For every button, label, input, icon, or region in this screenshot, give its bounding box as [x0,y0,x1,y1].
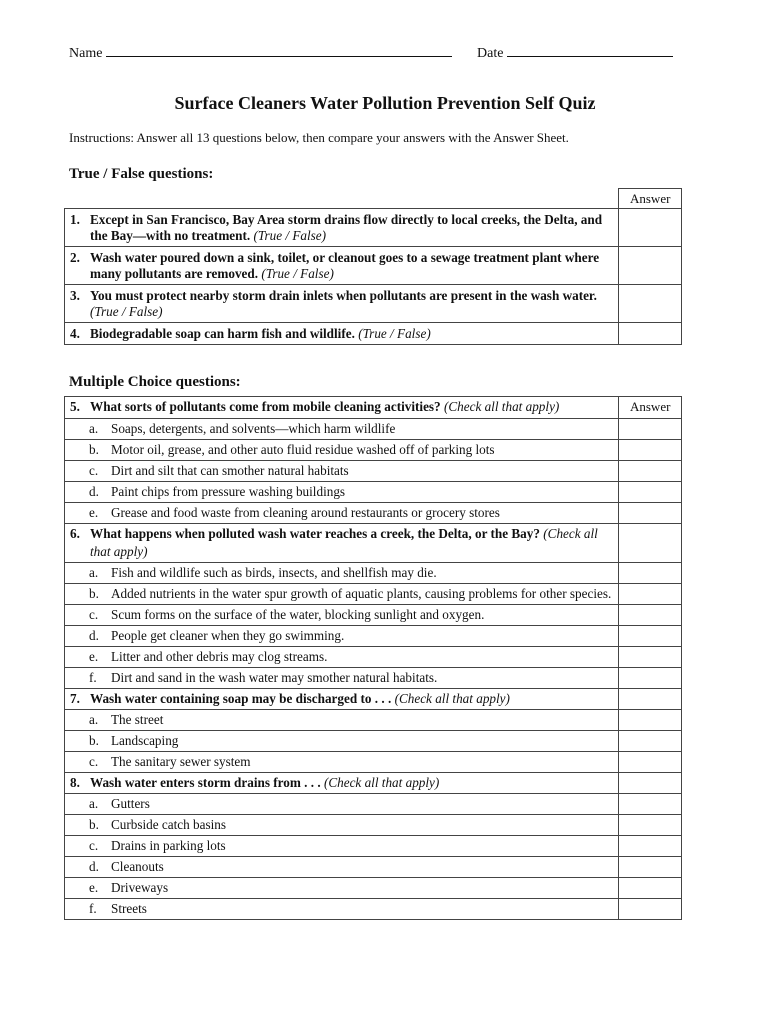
question-cell [65,285,619,323]
question-body [90,525,614,561]
answer-cell[interactable] [619,503,682,524]
option-row [65,836,682,857]
option [70,900,614,918]
option-text: Fish and wildlife such as birds, insects, and shellfish may die. [111,565,437,580]
option-letter: b. [89,817,99,832]
question-text: Wash water enters storm drains from . . . [90,775,321,790]
answer-cell[interactable] [619,323,682,345]
option [70,711,614,729]
option [70,879,614,897]
question-number: 1. [70,212,80,227]
question-body [90,398,614,416]
option-text: Streets [111,901,147,916]
question [70,250,614,282]
option [70,837,614,855]
option-cell [65,482,619,503]
option-letter: c. [89,838,99,853]
answer-column-header: Answer [619,189,682,209]
option [70,564,614,582]
option [70,732,614,750]
option [70,483,614,501]
option [70,795,614,813]
option-text: Paint chips from pressure washing buildings [111,484,346,499]
instructions: Instructions: Answer all 13 questions below, then compare your answers with the Answer Sheet. [69,130,569,145]
multiple-choice-table [64,396,682,920]
option-text: Dirt and sand in the wash water may smother natural habitats. [111,670,438,685]
question-text: Except in San Francisco, Bay Area storm drains flow directly to local creeks, the Delta, and the Bay—with no treatment. [90,212,603,243]
option-text: Litter and other debris may clog streams. [111,649,328,664]
question-text: What sorts of pollutants come from mobile cleaning activities? [90,399,441,414]
option-row [65,461,682,482]
option [70,441,614,459]
question-number: 6. [70,526,80,541]
name-field[interactable] [69,44,452,62]
option-row [65,482,682,503]
answer-column-header: Answer [619,397,682,419]
option-cell [65,626,619,647]
true-false-section-title: True / False questions: [69,166,214,182]
true-false-question-row [65,323,682,345]
answer-cell[interactable] [619,794,682,815]
answer-cell[interactable] [619,209,682,247]
option-text: Scum forms on the surface of the water, blocking sunlight and oxygen. [111,607,485,622]
option-letter: b. [89,733,99,748]
true-false-table [64,188,682,345]
name-label: Name [69,46,103,61]
option-text: Motor oil, grease, and other auto fluid residue washed off of parking lots [111,442,495,457]
answer-cell[interactable] [619,710,682,731]
option-row [65,710,682,731]
true-false-hint: (True / False) [358,326,431,341]
question-body [90,326,614,342]
multiple-choice-question-row [65,689,682,710]
date-blank-line[interactable] [507,44,673,57]
check-all-hint: (Check all that apply) [443,399,560,414]
option-cell [65,752,619,773]
answer-cell[interactable] [619,668,682,689]
question [70,398,614,416]
question-cell [65,689,619,710]
answer-cell[interactable] [619,836,682,857]
true-false-hint: (True / False) [90,304,163,319]
option-cell [65,815,619,836]
question-number: 5. [70,399,80,414]
option-cell [65,710,619,731]
option-text: Cleanouts [111,859,164,874]
option [70,669,614,687]
option-text: Drains in parking lots [111,838,226,853]
answer-cell[interactable] [619,285,682,323]
true-false-hint: (True / False) [253,228,327,243]
option-letter: d. [89,859,99,874]
question-cell [65,524,619,563]
option-cell [65,503,619,524]
answer-cell[interactable] [619,647,682,668]
answer-cell[interactable] [619,626,682,647]
option-text: Added nutrients in the water spur growth of aquatic plants, causing problems for other species. [111,586,612,601]
multiple-choice-question-row [65,397,682,419]
option-cell [65,419,619,440]
question-body [90,774,614,792]
option-row [65,563,682,584]
header-blank-cell [65,189,619,209]
question [70,288,614,320]
answer-cell[interactable] [619,440,682,461]
question-body [90,250,614,282]
option-cell [65,857,619,878]
option [70,606,614,624]
option-row [65,419,682,440]
option [70,648,614,666]
option-letter: f. [89,670,97,685]
option-letter: c. [89,754,99,769]
option-cell [65,584,619,605]
option-cell [65,878,619,899]
answer-cell[interactable] [619,857,682,878]
multiple-choice-question-row [65,524,682,563]
option [70,753,614,771]
answer-cell[interactable] [619,461,682,482]
option-letter: a. [89,565,99,580]
option-row [65,584,682,605]
answer-cell[interactable] [619,815,682,836]
question-number: 8. [70,775,80,790]
option-text: Dirt and silt that can smother natural habitats [111,463,349,478]
page-title: Surface Cleaners Water Pollution Prevention Self Quiz [174,93,596,113]
answer-cell[interactable] [619,563,682,584]
option-cell [65,836,619,857]
answer-cell[interactable] [619,419,682,440]
option [70,462,614,480]
option-row [65,440,682,461]
option-letter: d. [89,628,99,643]
answer-cell[interactable] [619,247,682,285]
answer-cell[interactable] [619,482,682,503]
option-letter: c. [89,607,99,622]
option-letter: e. [89,649,99,664]
option-row [65,647,682,668]
question-number: 7. [70,691,80,706]
date-field[interactable] [477,44,673,62]
option-letter: a. [89,796,99,811]
check-all-hint: (Check all that apply) [394,691,510,706]
question-cell [65,247,619,285]
question-text: Wash water poured down a sink, toilet, or cleanout goes to a sewage treatment plant where many pollutants are removed. [90,250,600,281]
question-number: 3. [70,288,80,303]
answer-cell [619,689,682,710]
option-text: Gutters [111,796,150,811]
option-row [65,503,682,524]
answer-cell[interactable] [619,731,682,752]
true-false-question-row [65,285,682,323]
question-text: Biodegradable soap can harm fish and wildlife. [90,326,355,341]
question [70,774,614,792]
question-cell [65,323,619,345]
option-text: People get cleaner when they go swimming. [111,628,345,643]
option-cell [65,563,619,584]
question [70,525,614,561]
answer-cell [619,773,682,794]
option-letter: a. [89,712,99,727]
option-row [65,878,682,899]
question-body [90,690,614,708]
true-false-hint: (True / False) [261,266,334,281]
question [70,326,614,342]
question [70,212,614,244]
true-false-question-row [65,209,682,247]
question-number: 4. [70,326,80,341]
answer-cell[interactable] [619,605,682,626]
option-row [65,731,682,752]
answer-cell [619,524,682,563]
option-letter: c. [89,463,99,478]
option-row [65,794,682,815]
option [70,504,614,522]
option-cell [65,899,619,920]
option [70,585,614,603]
question-number: 2. [70,250,80,265]
option-row [65,605,682,626]
option-cell [65,731,619,752]
true-false-header-row [65,189,682,209]
option-text: Landscaping [111,733,179,748]
option-letter: e. [89,880,99,895]
answer-cell[interactable] [619,584,682,605]
option-letter: b. [89,586,99,601]
check-all-hint: (Check all that apply) [90,526,598,559]
question-cell [65,773,619,794]
option-text: Driveways [111,880,169,895]
name-date-header [69,44,504,62]
option-text: Soaps, detergents, and solvents—which harm wildlife [111,421,396,436]
multiple-choice-question-row [65,773,682,794]
option-row [65,815,682,836]
option-letter: b. [89,442,99,457]
option-text: The sanitary sewer system [111,754,251,769]
option [70,420,614,438]
check-all-hint: (Check all that apply) [323,775,440,790]
option-cell [65,647,619,668]
option-text: The street [111,712,164,727]
option-cell [65,794,619,815]
question-body [90,288,614,320]
option-row [65,668,682,689]
option [70,816,614,834]
date-label: Date [477,46,504,61]
option-cell [65,440,619,461]
option [70,858,614,876]
option-cell [65,605,619,626]
answer-cell[interactable] [619,878,682,899]
option-text: Curbside catch basins [111,817,226,832]
question [70,690,614,708]
option-row [65,752,682,773]
option-row [65,626,682,647]
option-letter: d. [89,484,99,499]
answer-cell[interactable] [619,752,682,773]
question-body [90,212,614,244]
question-text: You must protect nearby storm drain inlets when pollutants are present in the wash water. [90,288,597,303]
question-cell [65,209,619,247]
name-blank-line[interactable] [106,44,452,57]
option-cell [65,461,619,482]
option-letter: a. [89,421,99,436]
question-cell [65,397,619,419]
true-false-question-row [65,247,682,285]
option-letter: e. [89,505,99,520]
option-row [65,857,682,878]
option-row [65,899,682,920]
option [70,627,614,645]
answer-cell[interactable] [619,899,682,920]
multiple-choice-section-title: Multiple Choice questions: [69,374,241,390]
question-text: What happens when polluted wash water reaches a creek, the Delta, or the Bay? [90,526,540,541]
question-text: Wash water containing soap may be discharged to . . . [90,691,392,706]
option-text: Grease and food waste from cleaning around restaurants or grocery stores [111,505,500,520]
option-cell [65,668,619,689]
option-letter: f. [89,901,97,916]
